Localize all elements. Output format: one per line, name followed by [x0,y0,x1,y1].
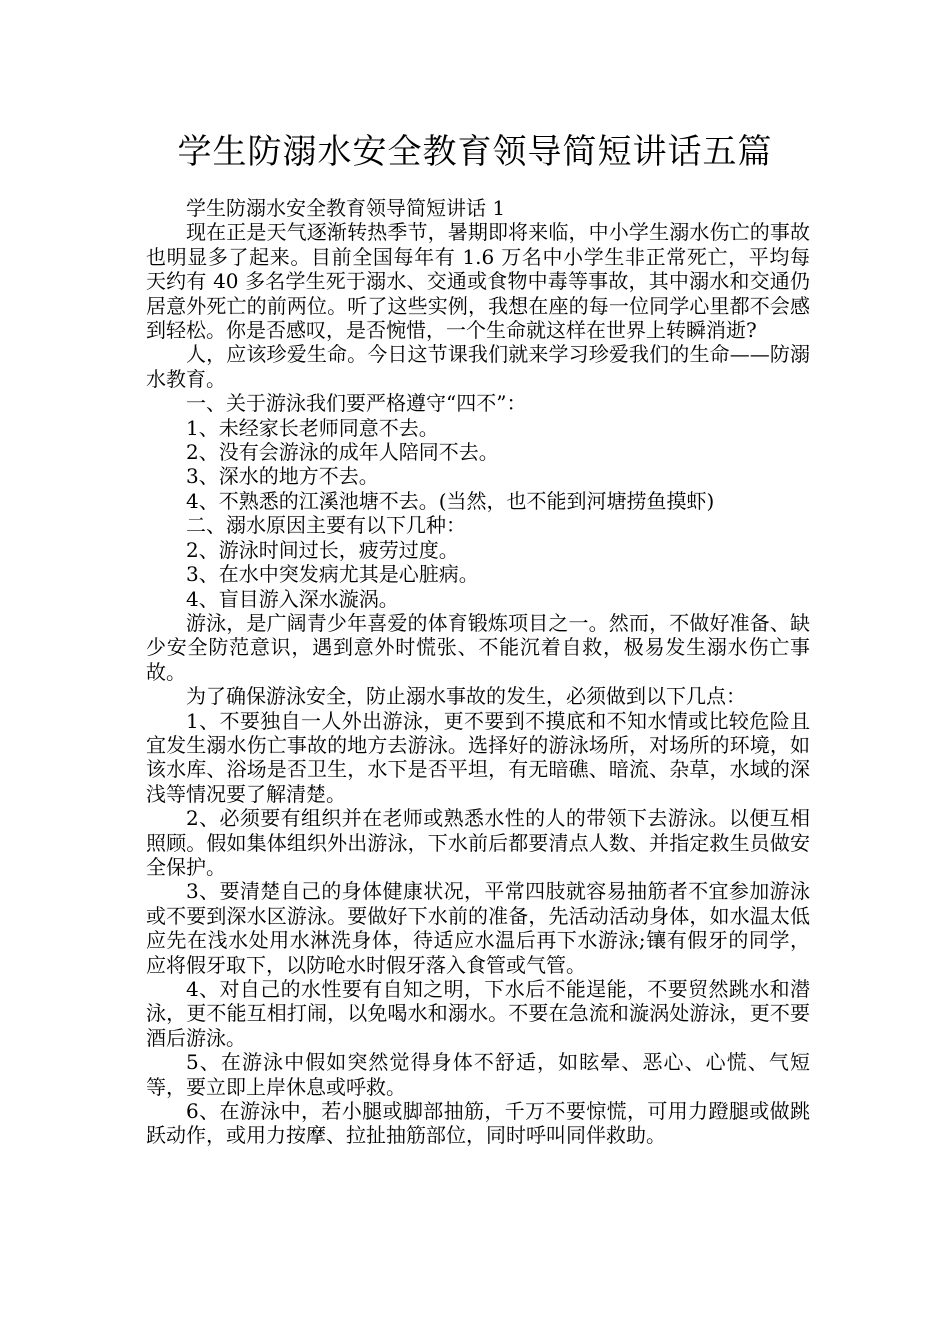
paragraph-intro: 现在正是天气逐渐转热季节，暑期即将来临，中小学生溺水伤亡的事故也明显多了起来。目前全国每年有 1.6 万名中小学生非正常死亡，平均每天约有 40 多名学生死于溺水、交通或食物中毒等事故，其中溺水和交通仍居意外死亡的前两位。听了这些实例，我想在座的每一位同学心里都不会感到轻松。你是否感叹，是否惋惜，一个生命就这样在世界上转瞬消逝? [146,220,810,343]
safety-point: 1、不要独自一人外出游泳，更不要到不摸底和不知水情或比较危险且宜发生溺水伤亡事故的地方去游泳。选择好的游泳场所，对场所的环境，如该水库、浴场是否卫生，水下是否平坦，有无暗礁、暗流、杂草，水域的深浅等情况要了解清楚。 [146,708,810,806]
paragraph-swimming: 游泳，是广阔青少年喜爱的体育锻炼项目之一。然而，不做好准备、缺少安全防范意识，遇到意外时慌张、不能沉着自救，极易发生溺水伤亡事故。 [146,610,810,684]
list-item: 4、不熟悉的江溪池塘不去。(当然，也不能到河塘捞鱼摸虾) [186,488,715,513]
list-item: 2、没有会游泳的成年人陪同不去。 [186,440,499,465]
safety-point: 6、在游泳中，若小腿或脚部抽筋，千万不要惊慌，可用力蹬腿或做跳跃动作，或用力按摩、拉扯抽筋部位，同时呼叫同伴救助。 [146,1099,810,1148]
paragraph-safety-points: 为了确保游泳安全，防止溺水事故的发生，必须做到以下几点： [186,684,746,709]
section-heading-four-nots: 一、关于游泳我们要严格遵守“四不”： [186,391,527,416]
section-heading-causes: 二、溺水原因主要有以下几种： [186,513,466,538]
list-item: 2、游泳时间过长，疲劳过度。 [186,537,459,562]
document-title: 学生防溺水安全教育领导简短讲话五篇 [177,132,773,172]
list-item: 4、盲目游入深水漩涡。 [186,586,399,611]
list-item: 3、深水的地方不去。 [186,464,379,489]
list-item: 1、未经家长老师同意不去。 [186,415,439,440]
safety-point: 2、必须要有组织并在老师或熟悉水性的人的带领下去游泳。以便互相照顾。假如集体组织外出游泳，下水前后都要清点人数、并指定救生员做安全保护。 [146,806,810,879]
safety-point: 4、对自己的水性要有自知之明，下水后不能逞能，不要贸然跳水和潜泳，更不能互相打闹，以免喝水和溺水。不要在急流和漩涡处游泳，更不要酒后游泳。 [146,977,810,1050]
speech-subtitle: 学生防溺水安全教育领导简短讲话 1 [186,196,506,220]
paragraph-cherish-life: 人，应该珍爱生命。今日这节课我们就来学习珍爱我们的生命——防溺水教育。 [146,342,810,391]
safety-point: 5、在游泳中假如突然觉得身体不舒适，如眩晕、恶心、心慌、气短等，要立即上岸休息或呼救。 [146,1050,810,1099]
list-item: 3、在水中突发病尤其是心脏病。 [186,562,479,587]
safety-point: 3、要清楚自己的身体健康状况，平常四肢就容易抽筋者不宜参加游泳或不要到深水区游泳。要做好下水前的准备，先活动活动身体，如水温太低应先在浅水处用水淋洗身体，待适应水温后再下水游泳;镶有假牙的同学，应将假牙取下，以防呛水时假牙落入食管或气管。 [146,879,810,977]
document-body [146,196,810,1148]
